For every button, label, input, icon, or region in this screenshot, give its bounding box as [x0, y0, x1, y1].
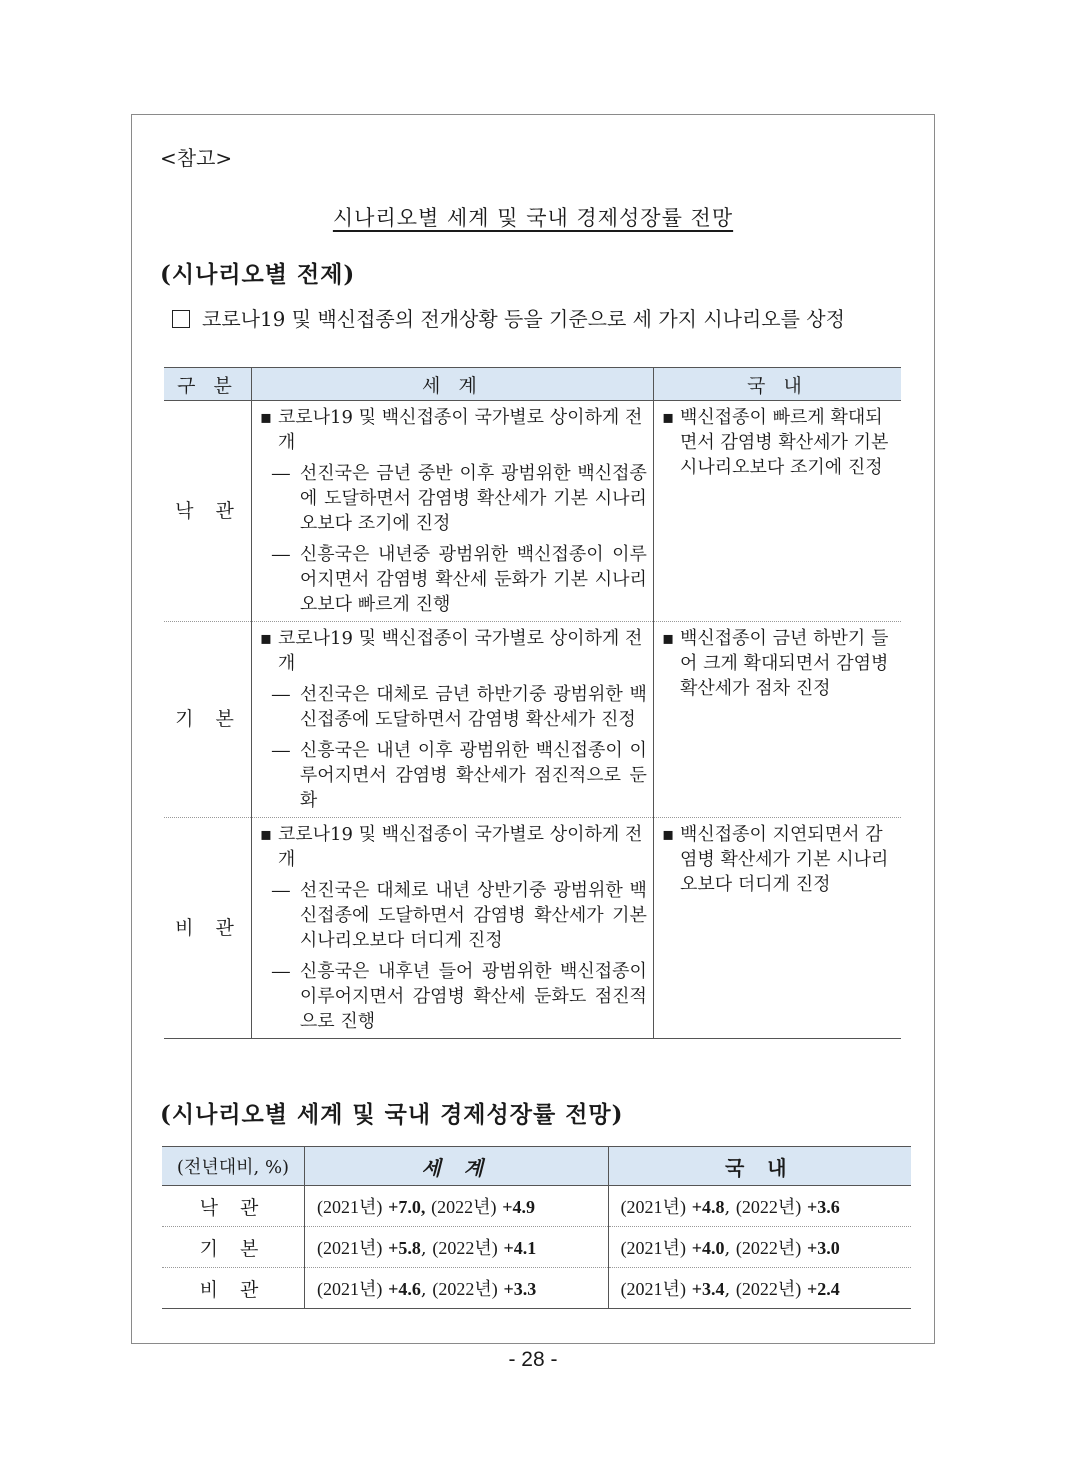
page-number: - 28 -: [508, 1348, 558, 1371]
domestic-bullet: 백신접종이 금년 하반기 들어 크게 확대되면서 감염병 확산세가 점차 진정: [679, 628, 889, 699]
world-dash-item: 선진국은 대체로 금년 하반기중 광범위한 백신접종에 도달하면서 감염병 확산세가 진정: [299, 684, 647, 730]
row-category: 낙 관: [164, 401, 251, 622]
col-header-world: 세 계: [305, 1147, 609, 1186]
domestic-cell: ▪ 백신접종이 금년 하반기 들어 크게 확대되면서 감염병 확산세가 점차 진정: [653, 622, 901, 818]
row-category: 낙 관: [162, 1186, 305, 1227]
col-header-world: 세 계: [251, 368, 653, 401]
statement-text: 코로나19 및 백신접종의 전개상황 등을 기준으로 세 가지 시나리오를 상정: [202, 307, 845, 331]
domestic-bullet: 백신접종이 지연되면서 감염병 확산세가 기본 시나리오보다 더디게 진정: [679, 824, 889, 895]
domestic-bullet: 백신접종이 빠르게 확대되면서 감염병 확산세가 기본 시나리오보다 조기에 진정: [679, 407, 889, 478]
table-row: [164, 622, 901, 818]
table-row: [162, 1186, 911, 1227]
world-cell: ▪ 코로나19 및 백신접종이 국가별로 상이하게 전개 ― 선진국은 대체로 금년 하반기중 광범위한 백신접종에 도달하면서 감염병 확산세가 진정 ― 신흥국은 내년 이후 광범위한 백신접종이 이루어지면서 감염병 확산세가 점진적으로 둔화: [251, 622, 653, 818]
world-dash-item: 선진국은 금년 중반 이후 광범위한 백신접종에 도달하면서 감염병 확산세가 기본 시나리오보다 조기에 진정: [299, 463, 647, 534]
domestic-value-cell: (2021년) +4.8, (2022년) +3.6: [608, 1186, 911, 1227]
col-header-domestic: 국 내: [608, 1147, 911, 1186]
world-bullet: 코로나19 및 백신접종이 국가별로 상이하게 전개: [277, 824, 643, 870]
domestic-value-cell: (2021년) +3.4, (2022년) +2.4: [608, 1268, 911, 1309]
world-value-cell: (2021년) +7.0, (2022년) +4.9: [305, 1186, 609, 1227]
world-cell: ▪ 코로나19 및 백신접종이 국가별로 상이하게 전개 ― 선진국은 대체로 내년 상반기중 광범위한 백신접종에 도달하면서 감염병 확산세가 기본 시나리오보다 더디게 진정 ― 신흥국은 내후년 들어 광범위한 백신접종이 이루어지면서 감염병 확산세 둔화도 점진적으로 진행: [251, 818, 653, 1039]
unit-header: (전년대비, %): [162, 1147, 305, 1186]
world-dash-item: 신흥국은 내후년 들어 광범위한 백신접종이 이루어지면서 감염병 확산세 둔화도 점진적으로 진행: [299, 961, 647, 1032]
world-dash-item: 신흥국은 내년중 광범위한 백신접종이 이루어지면서 감염병 확산세 둔화가 기본 시나리오보다 빠르게 진행: [299, 544, 647, 615]
square-bullet-icon: [172, 310, 190, 328]
growth-forecast-table: [162, 1146, 911, 1309]
world-value-cell: (2021년) +5.8, (2022년) +4.1: [305, 1227, 609, 1268]
row-category: 기 본: [164, 622, 251, 818]
row-category: 기 본: [162, 1227, 305, 1268]
row-category: 비 관: [162, 1268, 305, 1309]
world-bullet: 코로나19 및 백신접종이 국가별로 상이하게 전개: [277, 628, 643, 674]
section-heading-forecast: (시나리오별 세계 및 국내 경제성장률 전망): [160, 1101, 624, 1128]
table-row: [162, 1268, 911, 1309]
domestic-cell: ▪ 백신접종이 빠르게 확대되면서 감염병 확산세가 기본 시나리오보다 조기에 진정: [653, 401, 901, 622]
world-cell: ▪ 코로나19 및 백신접종이 국가별로 상이하게 전개 ― 선진국은 금년 중반 이후 광범위한 백신접종에 도달하면서 감염병 확산세가 기본 시나리오보다 조기에 진정 ― 신흥국은 내년중 광범위한 백신접종이 이루어지면서 감염병 확산세 둔화가 기본 시나리오보다 빠르게 진행: [251, 401, 653, 622]
section-heading-premises: (시나리오별 전제): [160, 261, 356, 288]
world-bullet: 코로나19 및 백신접종이 국가별로 상이하게 전개: [277, 407, 643, 453]
table-row: [162, 1227, 911, 1268]
row-category: 비 관: [164, 818, 251, 1039]
reference-label: <참고>: [160, 146, 233, 170]
domestic-value-cell: (2021년) +4.0, (2022년) +3.0: [608, 1227, 911, 1268]
domestic-cell: ▪ 백신접종이 지연되면서 감염병 확산세가 기본 시나리오보다 더디게 진정: [653, 818, 901, 1039]
table-row: [164, 818, 901, 1039]
world-dash-item: 신흥국은 내년 이후 광범위한 백신접종이 이루어지면서 감염병 확산세가 점진적으로 둔화: [299, 740, 647, 811]
col-header-category: 구 분: [164, 368, 251, 401]
checkbox-statement: [172, 303, 845, 332]
world-value-cell: (2021년) +4.6, (2022년) +3.3: [305, 1268, 609, 1309]
scenario-premises-table: [164, 367, 901, 1039]
table-row: [164, 401, 901, 622]
col-header-domestic: 국 내: [653, 368, 901, 401]
world-dash-item: 선진국은 대체로 내년 상반기중 광범위한 백신접종에 도달하면서 감염병 확산세가 기본 시나리오보다 더디게 진정: [299, 880, 647, 951]
document-title: 시나리오별 세계 및 국내 경제성장률 전망: [332, 206, 734, 230]
